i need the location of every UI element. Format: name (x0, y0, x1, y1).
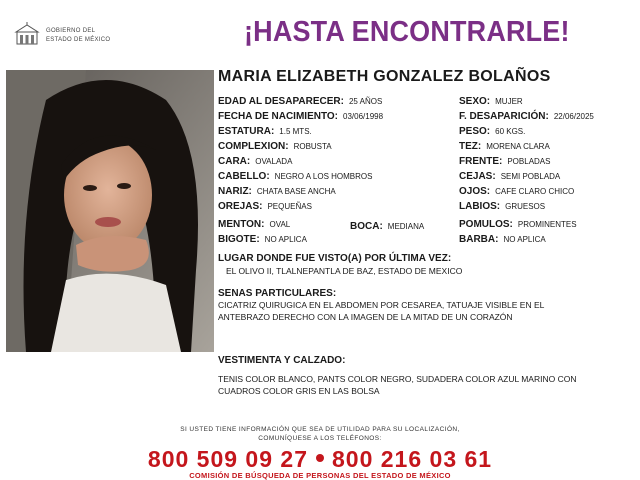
last-seen-title: LUGAR DONDE FUE VISTO(A) POR ÚLTIMA VEZ: (218, 253, 452, 264)
field-frente: FRENTE: POBLADAS (459, 156, 551, 167)
field-bigote: BIGOTE: NO APLICA (218, 234, 307, 245)
field-tez: TEZ: MORENA CLARA (459, 141, 550, 152)
marks-title: SENAS PARTICULARES: (218, 288, 337, 299)
headline: ¡HASTA ENCONTRARLE! (244, 16, 570, 48)
field-estatura: ESTATURA: 1.5 MTS. (218, 126, 312, 137)
gov-name-line1: GOBIERNO DEL (46, 28, 96, 34)
commission-name: COMISIÓN DE BÚSQUEDA DE PERSONAS DEL ESTADO DE MÉXICO (189, 471, 451, 480)
field-complexion: COMPLEXION: ROBUSTA (218, 141, 332, 152)
last-seen-text: EL OLIVO II, TLALNEPANTLA DE BAZ, ESTADO DE MEXICO (226, 266, 463, 276)
field-menton: MENTON: OVAL (218, 219, 291, 230)
field-cejas: CEJAS: SEMI POBLADA (459, 171, 561, 182)
field-fecha-nacimiento: FECHA DE NACIMIENTO: 03/06/1998 (218, 111, 384, 122)
field-boca: BOCA: MEDIANA (350, 221, 425, 232)
field-barba: BARBA: NO APLICA (459, 234, 546, 245)
field-peso: PESO: 60 KGS. (459, 126, 526, 137)
field-cabello: CABELLO: NEGRO A LOS HOMBROS (218, 171, 373, 182)
field-pomulos: POMULOS: PROMINENTES (459, 219, 577, 230)
state-seal-icon (14, 22, 40, 46)
clothing-title: VESTIMENTA Y CALZADO: (218, 355, 346, 366)
contact-info-line2: COMUNÍQUESE A LOS TELÉFONOS: (258, 435, 382, 442)
field-fecha-desaparicion: F. DESAPARICIÓN: 22/06/2025 (459, 111, 594, 122)
field-labios: LABIOS: GRUESOS (459, 201, 546, 212)
field-sexo: SEXO: MUJER (459, 96, 523, 107)
poster-header (0, 0, 640, 66)
field-ojos: OJOS: CAFE CLARO CHICO (459, 186, 575, 197)
field-cara: CARA: OVALADA (218, 156, 293, 167)
person-name: MARIA ELIZABETH GONZALEZ BOLAÑOS (218, 68, 551, 85)
missing-person-photo (6, 70, 214, 352)
portrait-image (6, 70, 214, 352)
phone-numbers (0, 446, 640, 473)
separator-dot (316, 454, 324, 462)
field-orejas: OREJAS: PEQUEÑAS (218, 201, 312, 212)
field-edad: EDAD AL DESAPARECER: 25 AÑOS (218, 96, 383, 107)
field-nariz: NARIZ: CHATA BASE ANCHA (218, 186, 336, 197)
contact-info-line1: SI USTED TIENE INFORMACIÓN QUE SEA DE UTILIDAD PARA SU LOCALIZACIÓN, (180, 426, 460, 433)
phone-number-1[interactable]: 800 509 09 27 (147, 446, 308, 472)
marks-line2: ANTEBRAZO DERECHO CON LA IMAGEN DE LA MITAD DE UN CORAZÓN (218, 312, 513, 322)
clothing-line1: TENIS COLOR BLANCO, PANTS COLOR NEGRO, SUDADERA COLOR AZUL MARINO CON (218, 374, 577, 384)
clothing-line2: CUADROS COLOR GRIS EN LAS BOLSA (218, 386, 380, 396)
marks-line1: CICATRIZ QUIRUGICA EN EL ABDOMEN POR CESAREA, TATUAJE VISIBLE EN EL (218, 300, 545, 310)
gov-name-line2: ESTADO DE MÉXICO (46, 37, 111, 43)
phone-number-2[interactable]: 800 216 03 61 (332, 446, 493, 472)
